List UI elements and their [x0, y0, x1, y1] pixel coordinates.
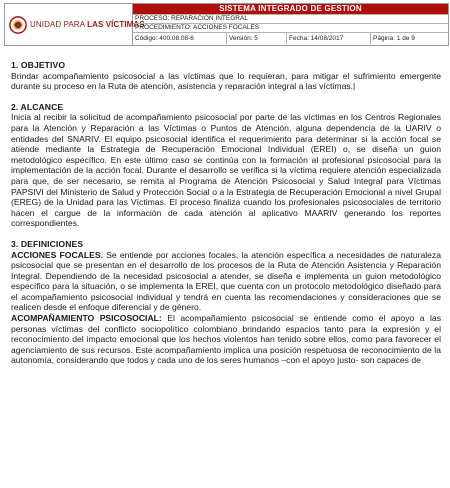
document-version: Versión: 5 — [227, 33, 287, 44]
objetivo-paragraph: Brindar acompañamiento psicosocial a las víctimas que lo requieran, para mitigar el sufrimiento emergente durante su proceso en la Ruta de atención, asistencia y reparación integral a las víctimas.| — [11, 70, 441, 92]
alcance-paragraph: Inicia al recibir la solicitud de acompañamiento psicosocial por parte de las víctimas en los Centros Regionales para la Atención y Reparación a las Víctimas o Puntos de Atención, alguna dependencia de la UARIV o entidades del SNARIV. El equipo psicosocial identifica el requerimiento para determinar si la acción focal se atiende mediante la Estrategia de Recuperación Emocional Individual (EREI) o, se diseña un guion metodológico específico. En este último caso se continúa con la formación al profesional psicosocial para la implementación de la acción focal. Durante el desarrollo se verifica si la víctima requiere atención especializada para que, de ser necesario, se remita al Programa de Atención Psicosocial y Salud Integral para Víctimas PAPSIVI del Ministerio de Salud y Protección Social o a la Estrategia de Recuperación Emocional a nivel Grupal (EREG) de la Unidad para las Víctimas. El proceso finaliza cuando los profesionales psicosociales de territorio hacen el cargue de la información de cada atención al aplicativo MAARIV generando los reportes correspondientes. — [11, 112, 441, 229]
logo-text: UNIDAD PARA LAS VÍCTIMAS — [30, 20, 145, 29]
page-number: Página: 1 de 9 — [373, 35, 415, 42]
document-code: Código: 400.08.08-6 — [133, 33, 227, 44]
document-meta — [133, 32, 448, 44]
header-info — [133, 4, 448, 45]
definition-term: ACCIONES FOCALES. — [11, 249, 103, 260]
definition-text: El acompañamiento psicosocial se entiende como el apoyo a las personas víctimas del conflicto sociopolítico colombiano brindando espacios tanto para la expresión y el reconocimiento del impacto emocional que los hechos violentos han tenido sobre ellos, como para favorecer el agenciamiento de sus recursos. Este acompañamiento implica una posición respetuosa de reconocimiento de la autonomía, considerando que todos y cada uno de los seres humanos –con el apoyo justo- son capaces de — [11, 313, 441, 366]
section-title-objetivo: 1. OBJETIVO — [11, 60, 66, 70]
definition-acompanamiento-psicosocial — [11, 313, 441, 366]
logo-cell — [5, 4, 145, 45]
definition-text: Se entiende por acciones focales, la atención específica a necesidades de naturaleza psicosocial que se presentan en el desarrollo de los procesos de la Ruta de Atención Asistencia y Reparación Integral. Dependiendo de la necesidad psicosocial a atender, se diseña e implementa un guion metodológico específico para la situación, o se implementa la EREI, que cuenta con un protocolo metodológico diseñado para el acompañamiento psicosocial individual y tendrá en cuenta las recomendaciones y consideraciones que se realicen desde el enfoque diferencial y de género. — [11, 249, 441, 313]
document-header — [4, 3, 449, 46]
process-label: PROCESO: REPARACION INTEGRAL — [133, 14, 448, 23]
definition-acciones-focales — [11, 250, 441, 314]
document-date: Fecha: 14/08/2017 — [287, 33, 371, 44]
procedure-label: PROCEDIMIENTO: ACCIONES FOCALES — [133, 23, 448, 32]
section-title-alcance: 2. ALCANCE — [11, 101, 64, 112]
section-title-definiciones: 3. DEFINICIONES — [11, 238, 84, 249]
unidad-victimas-logo-icon — [9, 16, 27, 34]
document-body — [11, 60, 441, 366]
definition-term: ACOMPAÑAMIENTO PSICOSOCIAL: — [11, 313, 162, 324]
system-title: SISTEMA INTEGRADO DE GESTION — [133, 4, 448, 14]
